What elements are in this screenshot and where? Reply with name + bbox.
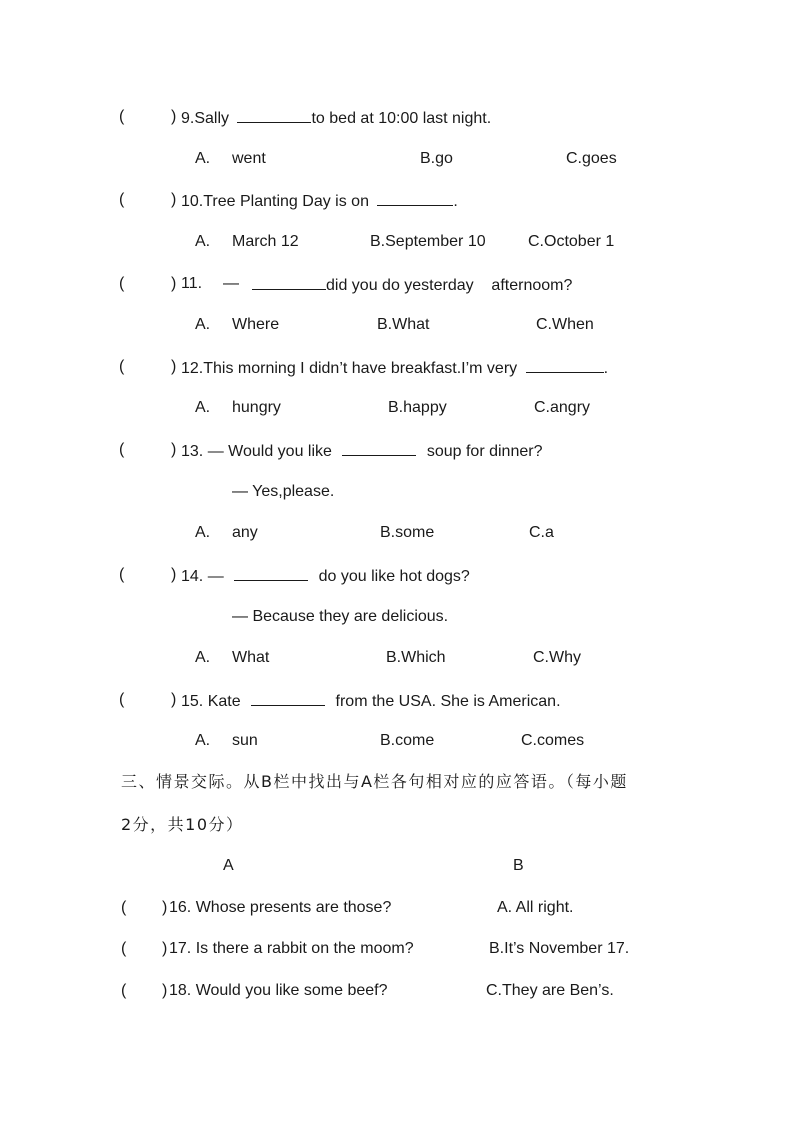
answer-paren-open: ( [119, 441, 125, 458]
question-stem [181, 690, 561, 712]
question-number: 13. [181, 443, 204, 460]
option-a-letter: A. [195, 316, 211, 333]
option-b: B.Which [386, 649, 446, 666]
dialogue-reply: — Because they are delicious. [232, 608, 449, 625]
question-stem [181, 565, 470, 587]
option-a-letter: A. [195, 732, 211, 749]
answer-paren-close: ) [171, 275, 177, 292]
question-stem [252, 274, 572, 296]
answer-blank[interactable] [234, 565, 308, 581]
answer-paren-close: ) [171, 566, 177, 583]
option-b: B.go [420, 150, 453, 167]
answer-paren-open: ( [119, 108, 125, 125]
option-a-text: any [232, 524, 258, 541]
option-a-letter: A. [195, 150, 211, 167]
question-text-post: soup for dinner? [426, 443, 543, 460]
option-c: C.a [529, 524, 554, 541]
question-text-pre: Sally [194, 110, 230, 127]
section-title-line-1: 三、情景交际。从B栏中找出与A栏各句相对应的应答语。（每小题 [121, 772, 628, 791]
question-number: 9. [181, 110, 195, 127]
answer-paren-close: ) [162, 982, 168, 999]
answer-paren-open: ( [119, 191, 125, 208]
question-text-pre: Kate [207, 693, 241, 710]
question-text-post: from the USA. She is American. [335, 693, 561, 710]
matching-answer: A. All right. [497, 899, 574, 916]
answer-blank[interactable] [342, 440, 416, 456]
option-a-text: sun [232, 732, 258, 749]
option-a-text: hungry [232, 399, 281, 416]
option-a-letter: A. [195, 524, 211, 541]
answer-paren-open: ( [121, 899, 127, 916]
answer-paren-close: ) [162, 899, 168, 916]
option-b: B.happy [388, 399, 447, 416]
answer-paren-open: ( [119, 566, 125, 583]
answer-paren-close: ) [171, 691, 177, 708]
matching-answer: C.They are Ben’s. [486, 982, 614, 999]
option-c: C.angry [534, 399, 591, 416]
answer-paren-close: ) [171, 108, 177, 125]
column-a-header: A [223, 857, 234, 874]
question-text-post: to bed at 10:00 last night. [311, 110, 492, 127]
question-number: 11. [181, 275, 203, 292]
dialogue-reply: — Yes,please. [232, 483, 335, 500]
answer-paren-open: ( [119, 358, 125, 375]
answer-blank[interactable] [526, 357, 604, 373]
section-title-line-2: 2分，共10分） [121, 815, 244, 834]
option-a-letter: A. [195, 233, 211, 250]
answer-paren-open: ( [119, 691, 125, 708]
answer-blank[interactable] [251, 690, 325, 706]
dialogue-dash: — [207, 568, 224, 585]
answer-paren-open: ( [121, 982, 127, 999]
question-number: 12. [181, 360, 204, 377]
option-b: B.come [380, 732, 435, 749]
option-b: B.What [377, 316, 430, 333]
question-text-pre: Would you like [228, 443, 332, 460]
answer-paren-close: ) [162, 940, 168, 957]
question-text-post: . [603, 360, 609, 377]
answer-paren-close: ) [171, 191, 177, 208]
question-number: 14. [181, 568, 204, 585]
matching-question: 18. Would you like some beef? [169, 982, 388, 999]
answer-blank[interactable] [377, 190, 453, 206]
answer-paren-close: ) [171, 441, 177, 458]
dialogue-dash: — [223, 275, 239, 292]
option-c: C.October 1 [528, 233, 615, 250]
question-text-post: did you do yesterday afternoom? [326, 277, 573, 294]
option-c: C.comes [521, 732, 585, 749]
option-a-text: March 12 [232, 233, 299, 250]
matching-answer: B.It’s November 17. [489, 940, 630, 957]
answer-paren-open: ( [121, 940, 127, 957]
option-b: B.some [380, 524, 435, 541]
question-text-pre: This morning I didn’t have breakfast.I’m very [203, 360, 518, 377]
question-number: 10. [181, 193, 204, 210]
dialogue-dash: — [207, 443, 224, 460]
option-a-text: What [232, 649, 270, 666]
option-a-letter: A. [195, 399, 211, 416]
answer-paren-open: ( [119, 275, 125, 292]
question-stem [181, 190, 458, 212]
question-stem [181, 440, 542, 462]
option-c: C.When [536, 316, 594, 333]
answer-paren-close: ) [171, 358, 177, 375]
question-stem [181, 357, 608, 379]
column-b-header: B [513, 857, 524, 874]
matching-question: 17. Is there a rabbit on the moom? [169, 940, 414, 957]
answer-blank[interactable] [252, 274, 326, 290]
option-c: C.Why [533, 649, 581, 666]
question-text-post: do you like hot dogs? [318, 568, 470, 585]
question-number: 15. [181, 693, 204, 710]
option-a-text: went [232, 150, 266, 167]
option-c: C.goes [566, 150, 617, 167]
question-text-pre: Tree Planting Day is on [203, 193, 369, 210]
option-a-text: Where [232, 316, 280, 333]
matching-question: 16. Whose presents are those? [169, 899, 392, 916]
option-a-letter: A. [195, 649, 211, 666]
question-stem [181, 107, 491, 129]
answer-blank[interactable] [237, 107, 311, 123]
option-b: B.September 10 [370, 233, 486, 250]
question-text-post: . [453, 193, 458, 210]
